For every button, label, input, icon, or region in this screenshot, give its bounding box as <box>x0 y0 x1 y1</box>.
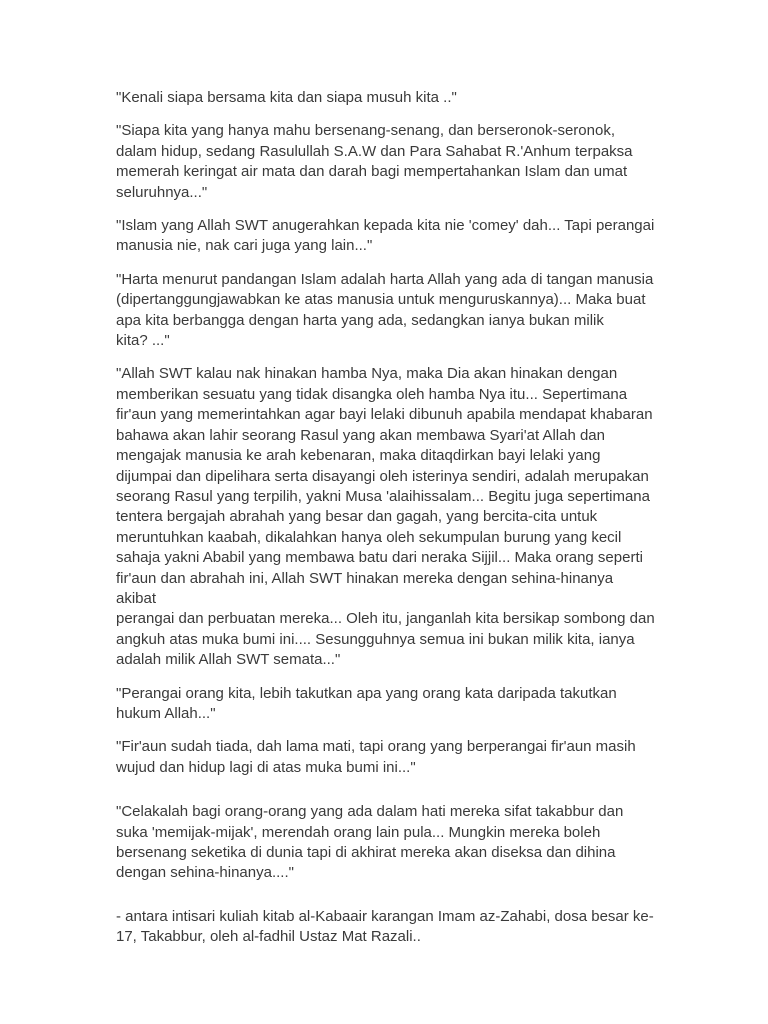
quote-paragraph-7: "Fir'aun sudah tiada, dah lama mati, tapi orang yang berperangai fir'aun masih wujud dan hidup lagi di atas muka bumi ini..." <box>116 738 636 776</box>
quote-paragraph-6: "Perangai orang kita, lebih takutkan apa yang orang kata daripada takutkan hukum Allah..." <box>116 684 617 722</box>
quote-paragraph-8: "Celakalah bagi orang-orang yang ada dalam hati mereka sifat takabbur dan suka 'memijak-mijak', merendah orang lain pula... Mungkin mereka boleh bersenang seketika di dunia tapi di akhirat mereka akan diseksa dan dihina dengan sehina-hinanya...." <box>116 803 624 882</box>
source-attribution: - antara intisari kuliah kitab al-Kabaair karangan Imam az-Zahabi, dosa besar ke- 17, Takabbur, oleh al-fadhil Ustaz Mat Razali.. <box>116 907 654 946</box>
quote-paragraph-5: "Allah SWT kalau nak hinakan hamba Nya, maka Dia akan hinakan dengan memberikan sesuatu yang tidak disangka oleh hamba Nya itu... Sepertimana fir'aun yang memerintahkan agar bayi lelaki dibunuh apabila mendapat khabaran bahawa akan lahir seorang Rasul yang akan membawa Syari'at Allah dan mengajak manusia ke arah kebenaran, maka ditaqdirkan bayi lelaki yang dijumpai dan dipelihara serta disayangi oleh isterinya sendiri, adalah merupakan seorang Rasul yang terpilih, yakni Musa 'alaihissalam... Begitu juga sepertimana tentera bergajah abrahah yang besar dan gagah, yang bercita-cita untuk meruntuhkan kaabah, dikalahkan hanya oleh sekumpulan burung yang kecil sahaja yakni Ababil yang membawa batu dari neraka Sijjil... Maka orang seperti fir'aun dan abrahah ini, Allah SWT hinakan mereka dengan sehina-hinanya akibat perangai dan perbuatan mereka... Oleh itu, janganlah kita bersikap sombong dan angkuh atas muka bumi ini.... Sesungguhnya semua ini bukan milik kita, ianya adalah milik Allah SWT semata..." <box>116 365 655 669</box>
quote-paragraph-2: "Siapa kita yang hanya mahu bersenang-senang, dan berseronok-seronok, dalam hidup, sedang Rasulullah S.A.W dan Para Sahabat R.'Anhum terpaksa memerah keringat air mata dan darah bagi mempertahankan Islam dan umat seluruhnya..." <box>116 122 633 201</box>
quote-paragraph-4: "Harta menurut pandangan Islam adalah harta Allah yang ada di tangan manusia (dipertanggungjawabkan ke atas manusia untuk menguruskannya)... Maka buat apa kita berbangga dengan harta yang ada, sedangkan ianya bukan milik kita? ..." <box>116 270 654 350</box>
quote-paragraph-1: "Kenali siapa bersama kita dan siapa musuh kita .." <box>116 89 457 106</box>
document-body <box>116 88 656 961</box>
quote-paragraph-3: "Islam yang Allah SWT anugerahkan kepada kita nie 'comey' dah... Tapi perangai manusia nie, nak cari juga yang lain..." <box>116 217 655 255</box>
